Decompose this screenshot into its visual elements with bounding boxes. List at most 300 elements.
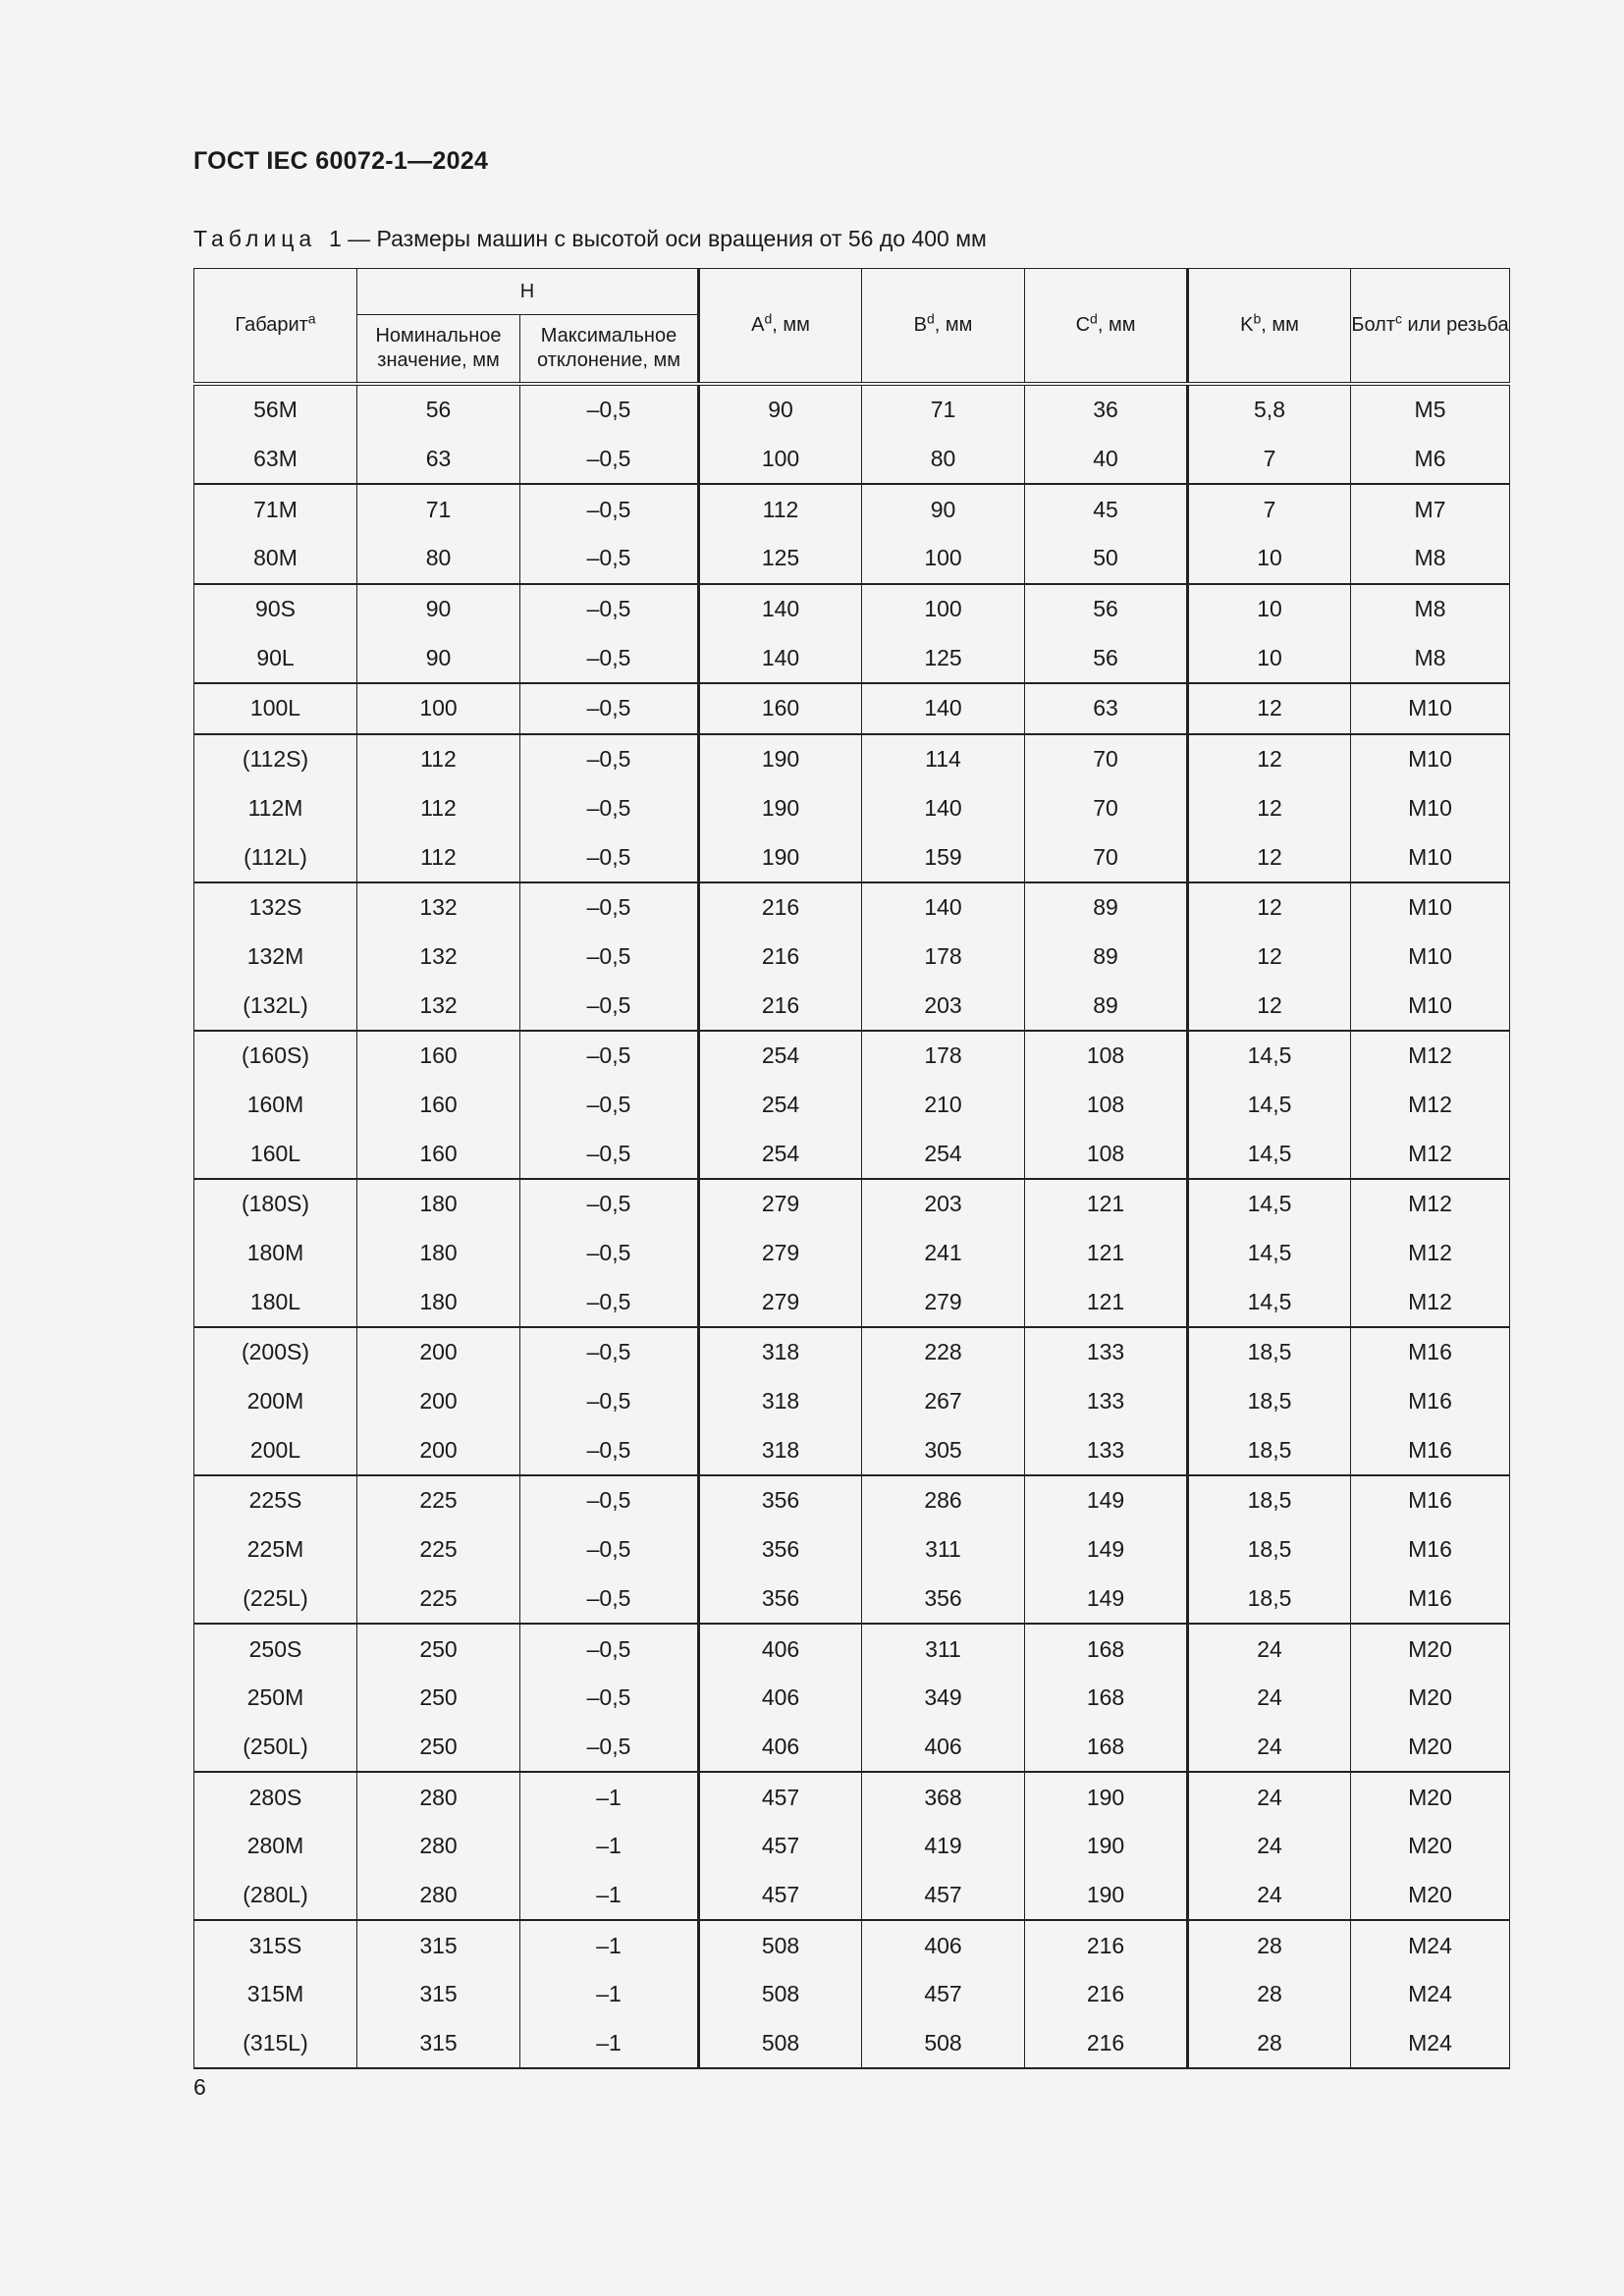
cell-c: 108: [1025, 1129, 1188, 1179]
cell-a: 406: [699, 1723, 862, 1773]
cell-c: 70: [1025, 784, 1188, 833]
cell-h-nominal: 90: [357, 633, 520, 683]
header-bolt: Болт$^c$ или резьба: [1351, 269, 1510, 385]
cell-h-deviation: –1: [520, 2019, 699, 2069]
cell-frame: 225M: [194, 1525, 357, 1575]
cell-h-nominal: 225: [357, 1575, 520, 1625]
cell-c: 108: [1025, 1031, 1188, 1081]
cell-c: 121: [1025, 1277, 1188, 1327]
cell-h-deviation: –0,5: [520, 1229, 699, 1278]
cell-k: 12: [1188, 683, 1351, 734]
cell-bolt: M8: [1351, 633, 1510, 683]
cell-b: 311: [862, 1525, 1025, 1575]
cell-k: 14,5: [1188, 1179, 1351, 1229]
table-row: [194, 1970, 1510, 2019]
table-row: [194, 1277, 1510, 1327]
cell-frame: 225S: [194, 1475, 357, 1525]
cell-bolt: M10: [1351, 981, 1510, 1031]
table-row: [194, 1920, 1510, 1970]
cell-frame: (160S): [194, 1031, 357, 1081]
table-row: [194, 435, 1510, 485]
cell-frame: 160M: [194, 1081, 357, 1130]
cell-k: 14,5: [1188, 1129, 1351, 1179]
cell-bolt: M20: [1351, 1723, 1510, 1773]
cell-frame: 315S: [194, 1920, 357, 1970]
cell-bolt: M12: [1351, 1031, 1510, 1081]
cell-h-nominal: 180: [357, 1277, 520, 1327]
cell-k: 24: [1188, 1624, 1351, 1674]
cell-h-nominal: 56: [357, 384, 520, 435]
table-row: [194, 1179, 1510, 1229]
cell-frame: (112S): [194, 734, 357, 784]
cell-k: 7: [1188, 435, 1351, 485]
cell-h-deviation: –0,5: [520, 1624, 699, 1674]
cell-k: 18,5: [1188, 1525, 1351, 1575]
table-row: [194, 1575, 1510, 1625]
cell-a: 406: [699, 1674, 862, 1723]
cell-k: 24: [1188, 1674, 1351, 1723]
cell-h-nominal: 132: [357, 981, 520, 1031]
table-row: [194, 1624, 1510, 1674]
cell-c: 89: [1025, 981, 1188, 1031]
cell-c: 168: [1025, 1723, 1188, 1773]
cell-a: 216: [699, 933, 862, 982]
cell-frame: 180L: [194, 1277, 357, 1327]
cell-frame: 280M: [194, 1822, 357, 1871]
cell-k: 18,5: [1188, 1377, 1351, 1426]
cell-bolt: M10: [1351, 734, 1510, 784]
cell-c: 190: [1025, 1871, 1188, 1921]
cell-b: 419: [862, 1822, 1025, 1871]
cell-bolt: M16: [1351, 1575, 1510, 1625]
cell-b: 311: [862, 1624, 1025, 1674]
cell-h-deviation: –0,5: [520, 784, 699, 833]
cell-frame: (225L): [194, 1575, 357, 1625]
cell-h-nominal: 180: [357, 1229, 520, 1278]
cell-c: 45: [1025, 484, 1188, 534]
cell-a: 112: [699, 484, 862, 534]
cell-b: 100: [862, 534, 1025, 584]
cell-h-deviation: –0,5: [520, 1179, 699, 1229]
cell-b: 100: [862, 584, 1025, 634]
cell-h-deviation: –0,5: [520, 683, 699, 734]
table-row: [194, 1475, 1510, 1525]
cell-h-nominal: 250: [357, 1674, 520, 1723]
cell-b: 457: [862, 1970, 1025, 2019]
cell-c: 133: [1025, 1327, 1188, 1377]
cell-a: 254: [699, 1129, 862, 1179]
table-row: [194, 534, 1510, 584]
cell-h-nominal: 160: [357, 1081, 520, 1130]
cell-bolt: M16: [1351, 1377, 1510, 1426]
table-row: [194, 384, 1510, 435]
cell-frame: 280S: [194, 1772, 357, 1822]
cell-k: 5,8: [1188, 384, 1351, 435]
cell-frame: 180M: [194, 1229, 357, 1278]
cell-c: 216: [1025, 1970, 1188, 2019]
cell-k: 28: [1188, 1970, 1351, 2019]
cell-a: 125: [699, 534, 862, 584]
cell-h-nominal: 225: [357, 1475, 520, 1525]
cell-a: 508: [699, 1920, 862, 1970]
cell-frame: (280L): [194, 1871, 357, 1921]
cell-c: 50: [1025, 534, 1188, 584]
cell-c: 133: [1025, 1425, 1188, 1475]
cell-bolt: M8: [1351, 534, 1510, 584]
cell-a: 279: [699, 1229, 862, 1278]
cell-k: 12: [1188, 882, 1351, 933]
cell-b: 267: [862, 1377, 1025, 1426]
cell-b: 241: [862, 1229, 1025, 1278]
cell-k: 14,5: [1188, 1081, 1351, 1130]
cell-h-nominal: 315: [357, 1920, 520, 1970]
cell-frame: (112L): [194, 832, 357, 882]
cell-frame: (315L): [194, 2019, 357, 2069]
cell-a: 457: [699, 1772, 862, 1822]
cell-c: 168: [1025, 1674, 1188, 1723]
cell-c: 190: [1025, 1822, 1188, 1871]
cell-b: 140: [862, 882, 1025, 933]
cell-h-deviation: –0,5: [520, 484, 699, 534]
cell-bolt: M20: [1351, 1772, 1510, 1822]
cell-h-nominal: 71: [357, 484, 520, 534]
cell-k: 14,5: [1188, 1229, 1351, 1278]
table-row: [194, 882, 1510, 933]
cell-bolt: M6: [1351, 435, 1510, 485]
cell-k: 12: [1188, 734, 1351, 784]
header-h: H: [357, 269, 699, 315]
cell-k: 28: [1188, 1920, 1351, 1970]
cell-a: 140: [699, 633, 862, 683]
cell-k: 28: [1188, 2019, 1351, 2069]
cell-frame: 90L: [194, 633, 357, 683]
cell-h-deviation: –0,5: [520, 1277, 699, 1327]
cell-a: 160: [699, 683, 862, 734]
dimensions-table: [193, 268, 1510, 2069]
cell-h-nominal: 160: [357, 1129, 520, 1179]
cell-h-nominal: 315: [357, 2019, 520, 2069]
cell-h-deviation: –0,5: [520, 534, 699, 584]
cell-a: 279: [699, 1179, 862, 1229]
cell-b: 203: [862, 1179, 1025, 1229]
cell-c: 149: [1025, 1475, 1188, 1525]
cell-c: 36: [1025, 384, 1188, 435]
table-row: [194, 1129, 1510, 1179]
table-row: [194, 784, 1510, 833]
table-body: [194, 384, 1510, 2068]
cell-c: 56: [1025, 633, 1188, 683]
cell-bolt: M12: [1351, 1081, 1510, 1130]
cell-k: 12: [1188, 981, 1351, 1031]
cell-h-nominal: 112: [357, 784, 520, 833]
cell-frame: 160L: [194, 1129, 357, 1179]
cell-frame: 250M: [194, 1674, 357, 1723]
cell-frame: (180S): [194, 1179, 357, 1229]
cell-b: 178: [862, 933, 1025, 982]
cell-b: 305: [862, 1425, 1025, 1475]
cell-c: 216: [1025, 2019, 1188, 2069]
table-row: [194, 1377, 1510, 1426]
cell-frame: 90S: [194, 584, 357, 634]
cell-b: 71: [862, 384, 1025, 435]
cell-a: 216: [699, 882, 862, 933]
cell-k: 7: [1188, 484, 1351, 534]
cell-bolt: M20: [1351, 1674, 1510, 1723]
cell-c: 121: [1025, 1229, 1188, 1278]
cell-bolt: M12: [1351, 1129, 1510, 1179]
table-row: [194, 584, 1510, 634]
cell-c: 216: [1025, 1920, 1188, 1970]
cell-frame: 132M: [194, 933, 357, 982]
cell-b: 356: [862, 1575, 1025, 1625]
cell-k: 18,5: [1188, 1425, 1351, 1475]
table-row: [194, 734, 1510, 784]
cell-h-nominal: 250: [357, 1723, 520, 1773]
cell-c: 149: [1025, 1525, 1188, 1575]
cell-h-deviation: –0,5: [520, 1475, 699, 1525]
cell-bolt: M24: [1351, 2019, 1510, 2069]
cell-frame: 71M: [194, 484, 357, 534]
table-row: [194, 981, 1510, 1031]
cell-a: 140: [699, 584, 862, 634]
cell-bolt: M12: [1351, 1179, 1510, 1229]
cell-k: 12: [1188, 832, 1351, 882]
cell-bolt: M5: [1351, 384, 1510, 435]
cell-a: 508: [699, 1970, 862, 2019]
cell-c: 121: [1025, 1179, 1188, 1229]
cell-b: 210: [862, 1081, 1025, 1130]
table-row: [194, 1871, 1510, 1921]
cell-frame: 63M: [194, 435, 357, 485]
table-row: [194, 1229, 1510, 1278]
cell-a: 254: [699, 1031, 862, 1081]
cell-bolt: M20: [1351, 1822, 1510, 1871]
cell-frame: 112M: [194, 784, 357, 833]
cell-h-nominal: 280: [357, 1822, 520, 1871]
table-row: [194, 1674, 1510, 1723]
cell-k: 18,5: [1188, 1327, 1351, 1377]
header-k: $K^b$, мм: [1188, 269, 1351, 385]
cell-a: 279: [699, 1277, 862, 1327]
cell-a: 190: [699, 832, 862, 882]
cell-c: 40: [1025, 435, 1188, 485]
cell-bolt: M16: [1351, 1525, 1510, 1575]
cell-bolt: M10: [1351, 882, 1510, 933]
cell-h-nominal: 200: [357, 1327, 520, 1377]
cell-bolt: M20: [1351, 1871, 1510, 1921]
cell-frame: 56M: [194, 384, 357, 435]
table-row: [194, 1723, 1510, 1773]
table-row: [194, 2019, 1510, 2069]
cell-bolt: M16: [1351, 1327, 1510, 1377]
cell-a: 356: [699, 1475, 862, 1525]
cell-a: 457: [699, 1822, 862, 1871]
cell-b: 140: [862, 784, 1025, 833]
cell-h-nominal: 80: [357, 534, 520, 584]
cell-bolt: M16: [1351, 1475, 1510, 1525]
cell-h-nominal: 112: [357, 734, 520, 784]
cell-h-deviation: –1: [520, 1822, 699, 1871]
cell-frame: 250S: [194, 1624, 357, 1674]
cell-bolt: M20: [1351, 1624, 1510, 1674]
cell-h-deviation: –0,5: [520, 384, 699, 435]
cell-b: 114: [862, 734, 1025, 784]
cell-h-deviation: –0,5: [520, 832, 699, 882]
table-row: [194, 1425, 1510, 1475]
cell-h-deviation: –1: [520, 1970, 699, 2019]
cell-h-deviation: –1: [520, 1871, 699, 1921]
cell-h-deviation: –0,5: [520, 1425, 699, 1475]
cell-h-nominal: 90: [357, 584, 520, 634]
cell-bolt: M12: [1351, 1229, 1510, 1278]
cell-b: 349: [862, 1674, 1025, 1723]
cell-b: 178: [862, 1031, 1025, 1081]
cell-h-deviation: –0,5: [520, 1525, 699, 1575]
cell-k: 24: [1188, 1822, 1351, 1871]
table-row: [194, 484, 1510, 534]
cell-frame: 100L: [194, 683, 357, 734]
cell-b: 406: [862, 1920, 1025, 1970]
cell-a: 356: [699, 1575, 862, 1625]
cell-bolt: M10: [1351, 784, 1510, 833]
cell-b: 368: [862, 1772, 1025, 1822]
table-row: [194, 1081, 1510, 1130]
cell-c: 149: [1025, 1575, 1188, 1625]
header-frame: Габарит$^a$: [194, 269, 357, 385]
cell-a: 406: [699, 1624, 862, 1674]
cell-a: 190: [699, 784, 862, 833]
cell-h-deviation: –0,5: [520, 933, 699, 982]
cell-a: 318: [699, 1377, 862, 1426]
cell-b: 80: [862, 435, 1025, 485]
cell-a: 318: [699, 1327, 862, 1377]
cell-h-deviation: –0,5: [520, 435, 699, 485]
cell-h-nominal: 225: [357, 1525, 520, 1575]
header-a: $A^d$, мм: [699, 269, 862, 385]
cell-c: 63: [1025, 683, 1188, 734]
cell-a: 356: [699, 1525, 862, 1575]
cell-k: 14,5: [1188, 1031, 1351, 1081]
table-row: [194, 1772, 1510, 1822]
cell-b: 125: [862, 633, 1025, 683]
cell-b: 228: [862, 1327, 1025, 1377]
cell-c: 89: [1025, 933, 1188, 982]
cell-c: 168: [1025, 1624, 1188, 1674]
cell-frame: 80M: [194, 534, 357, 584]
cell-h-nominal: 160: [357, 1031, 520, 1081]
cell-h-nominal: 250: [357, 1624, 520, 1674]
cell-a: 190: [699, 734, 862, 784]
cell-h-deviation: –0,5: [520, 981, 699, 1031]
header-h-nominal: Номинальное значение, мм: [357, 315, 520, 385]
cell-frame: (200S): [194, 1327, 357, 1377]
cell-b: 159: [862, 832, 1025, 882]
cell-b: 457: [862, 1871, 1025, 1921]
table-row: [194, 633, 1510, 683]
cell-h-nominal: 200: [357, 1425, 520, 1475]
cell-frame: (250L): [194, 1723, 357, 1773]
cell-k: 24: [1188, 1723, 1351, 1773]
cell-bolt: M8: [1351, 584, 1510, 634]
cell-c: 70: [1025, 734, 1188, 784]
cell-h-deviation: –0,5: [520, 734, 699, 784]
table-row: [194, 683, 1510, 734]
cell-k: 24: [1188, 1772, 1351, 1822]
page-number: 6: [193, 2074, 206, 2100]
cell-frame: 132S: [194, 882, 357, 933]
cell-h-nominal: 315: [357, 1970, 520, 2019]
caption-number: 1: [328, 226, 342, 251]
standard-header: ГОСТ IEC 60072-1—2024: [193, 147, 489, 175]
cell-h-deviation: –0,5: [520, 584, 699, 634]
cell-b: 203: [862, 981, 1025, 1031]
cell-b: 254: [862, 1129, 1025, 1179]
cell-h-nominal: 100: [357, 683, 520, 734]
cell-h-nominal: 112: [357, 832, 520, 882]
cell-a: 100: [699, 435, 862, 485]
table-row: [194, 933, 1510, 982]
table-row: [194, 1525, 1510, 1575]
cell-bolt: M12: [1351, 1277, 1510, 1327]
cell-bolt: M24: [1351, 1970, 1510, 2019]
cell-frame: 315M: [194, 1970, 357, 2019]
cell-k: 18,5: [1188, 1575, 1351, 1625]
cell-b: 508: [862, 2019, 1025, 2069]
header-c: $C^d$, мм: [1025, 269, 1188, 385]
cell-h-deviation: –0,5: [520, 1081, 699, 1130]
cell-k: 12: [1188, 784, 1351, 833]
caption-text: — Размеры машин с высотой оси вращения от 56 до 400 мм: [341, 226, 987, 251]
cell-bolt: M10: [1351, 933, 1510, 982]
cell-b: 406: [862, 1723, 1025, 1773]
cell-frame: 200M: [194, 1377, 357, 1426]
cell-h-nominal: 180: [357, 1179, 520, 1229]
cell-bolt: M16: [1351, 1425, 1510, 1475]
table-row: [194, 1327, 1510, 1377]
cell-h-nominal: 132: [357, 933, 520, 982]
cell-h-deviation: –1: [520, 1772, 699, 1822]
cell-frame: 200L: [194, 1425, 357, 1475]
cell-k: 18,5: [1188, 1475, 1351, 1525]
cell-h-deviation: –0,5: [520, 1031, 699, 1081]
header-b: $B^d$, мм: [862, 269, 1025, 385]
cell-a: 508: [699, 2019, 862, 2069]
table-caption: [193, 226, 987, 252]
caption-prefix: Таблица: [193, 226, 317, 251]
table-row: [194, 1822, 1510, 1871]
cell-a: 457: [699, 1871, 862, 1921]
cell-c: 56: [1025, 584, 1188, 634]
cell-h-deviation: –0,5: [520, 1723, 699, 1773]
cell-h-nominal: 63: [357, 435, 520, 485]
cell-h-deviation: –0,5: [520, 1674, 699, 1723]
cell-bolt: M10: [1351, 683, 1510, 734]
cell-bolt: M10: [1351, 832, 1510, 882]
cell-c: 89: [1025, 882, 1188, 933]
cell-k: 10: [1188, 584, 1351, 634]
cell-k: 10: [1188, 633, 1351, 683]
cell-h-deviation: –0,5: [520, 1129, 699, 1179]
cell-h-deviation: –0,5: [520, 633, 699, 683]
cell-c: 108: [1025, 1081, 1188, 1130]
cell-k: 12: [1188, 933, 1351, 982]
cell-h-nominal: 200: [357, 1377, 520, 1426]
cell-c: 133: [1025, 1377, 1188, 1426]
cell-c: 70: [1025, 832, 1188, 882]
cell-h-nominal: 280: [357, 1871, 520, 1921]
table-row: [194, 832, 1510, 882]
cell-k: 14,5: [1188, 1277, 1351, 1327]
